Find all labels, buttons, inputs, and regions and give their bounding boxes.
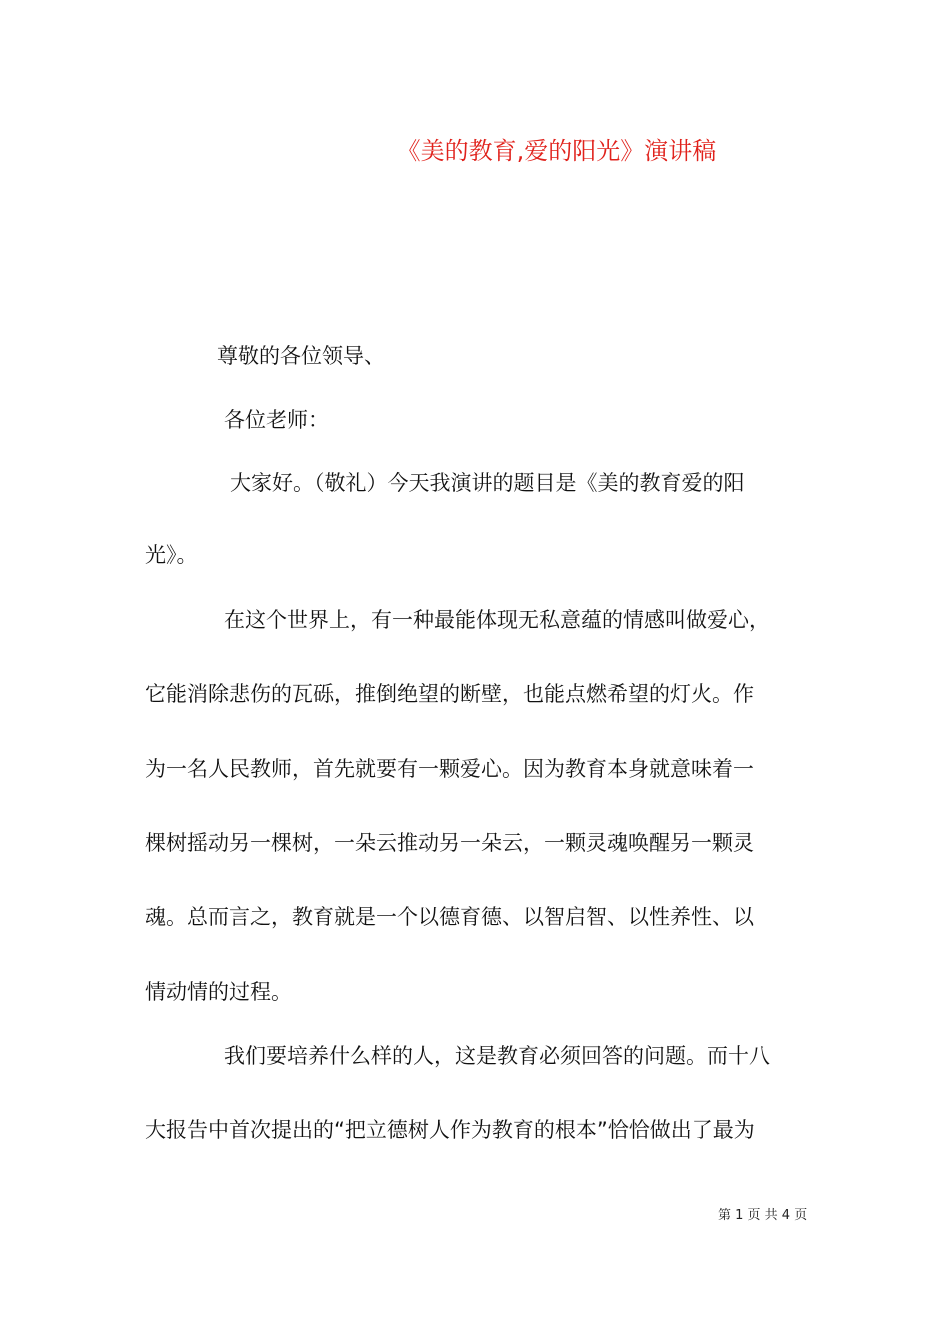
salutation-line-2: 各位老师： xyxy=(224,408,329,432)
paragraph-2-line-3: 为一名人民教师，首先就要有一颗爱心。因为教育本身就意味着一 xyxy=(145,757,754,781)
page-number-footer: 第 1 页 共 4 页 xyxy=(718,1208,808,1223)
document-title: 《美的教育,爱的阳光》演讲稿 xyxy=(396,137,717,165)
paragraph-2-line-4: 棵树摇动另一棵树，一朵云推动另一朵云，一颗灵魂唤醒另一颗灵 xyxy=(145,831,754,855)
paragraph-2-line-1: 在这个世界上，有一种最能体现无私意蕴的情感叫做爱心， xyxy=(224,608,770,632)
paragraph-2-line-6: 情动情的过程。 xyxy=(145,980,292,1004)
paragraph-1-line-2: 光》。 xyxy=(145,543,198,567)
paragraph-3-line-1: 我们要培养什么样的人，这是教育必须回答的问题。而十八 xyxy=(224,1044,770,1068)
paragraph-2-line-5: 魂。总而言之，教育就是一个以德育德、以智启智、以性养性、以 xyxy=(145,905,754,929)
salutation-line-1: 尊敬的各位领导、 xyxy=(217,344,385,368)
paragraph-1-line-1: 大家好。（敬礼）今天我演讲的题目是《美的教育爱的阳 xyxy=(230,471,745,495)
paragraph-2-line-2: 它能消除悲伤的瓦砾，推倒绝望的断壁，也能点燃希望的灯火。作 xyxy=(145,682,754,706)
paragraph-3-line-2: 大报告中首次提出的“把立德树人作为教育的根本”恰恰做出了最为 xyxy=(145,1118,755,1142)
